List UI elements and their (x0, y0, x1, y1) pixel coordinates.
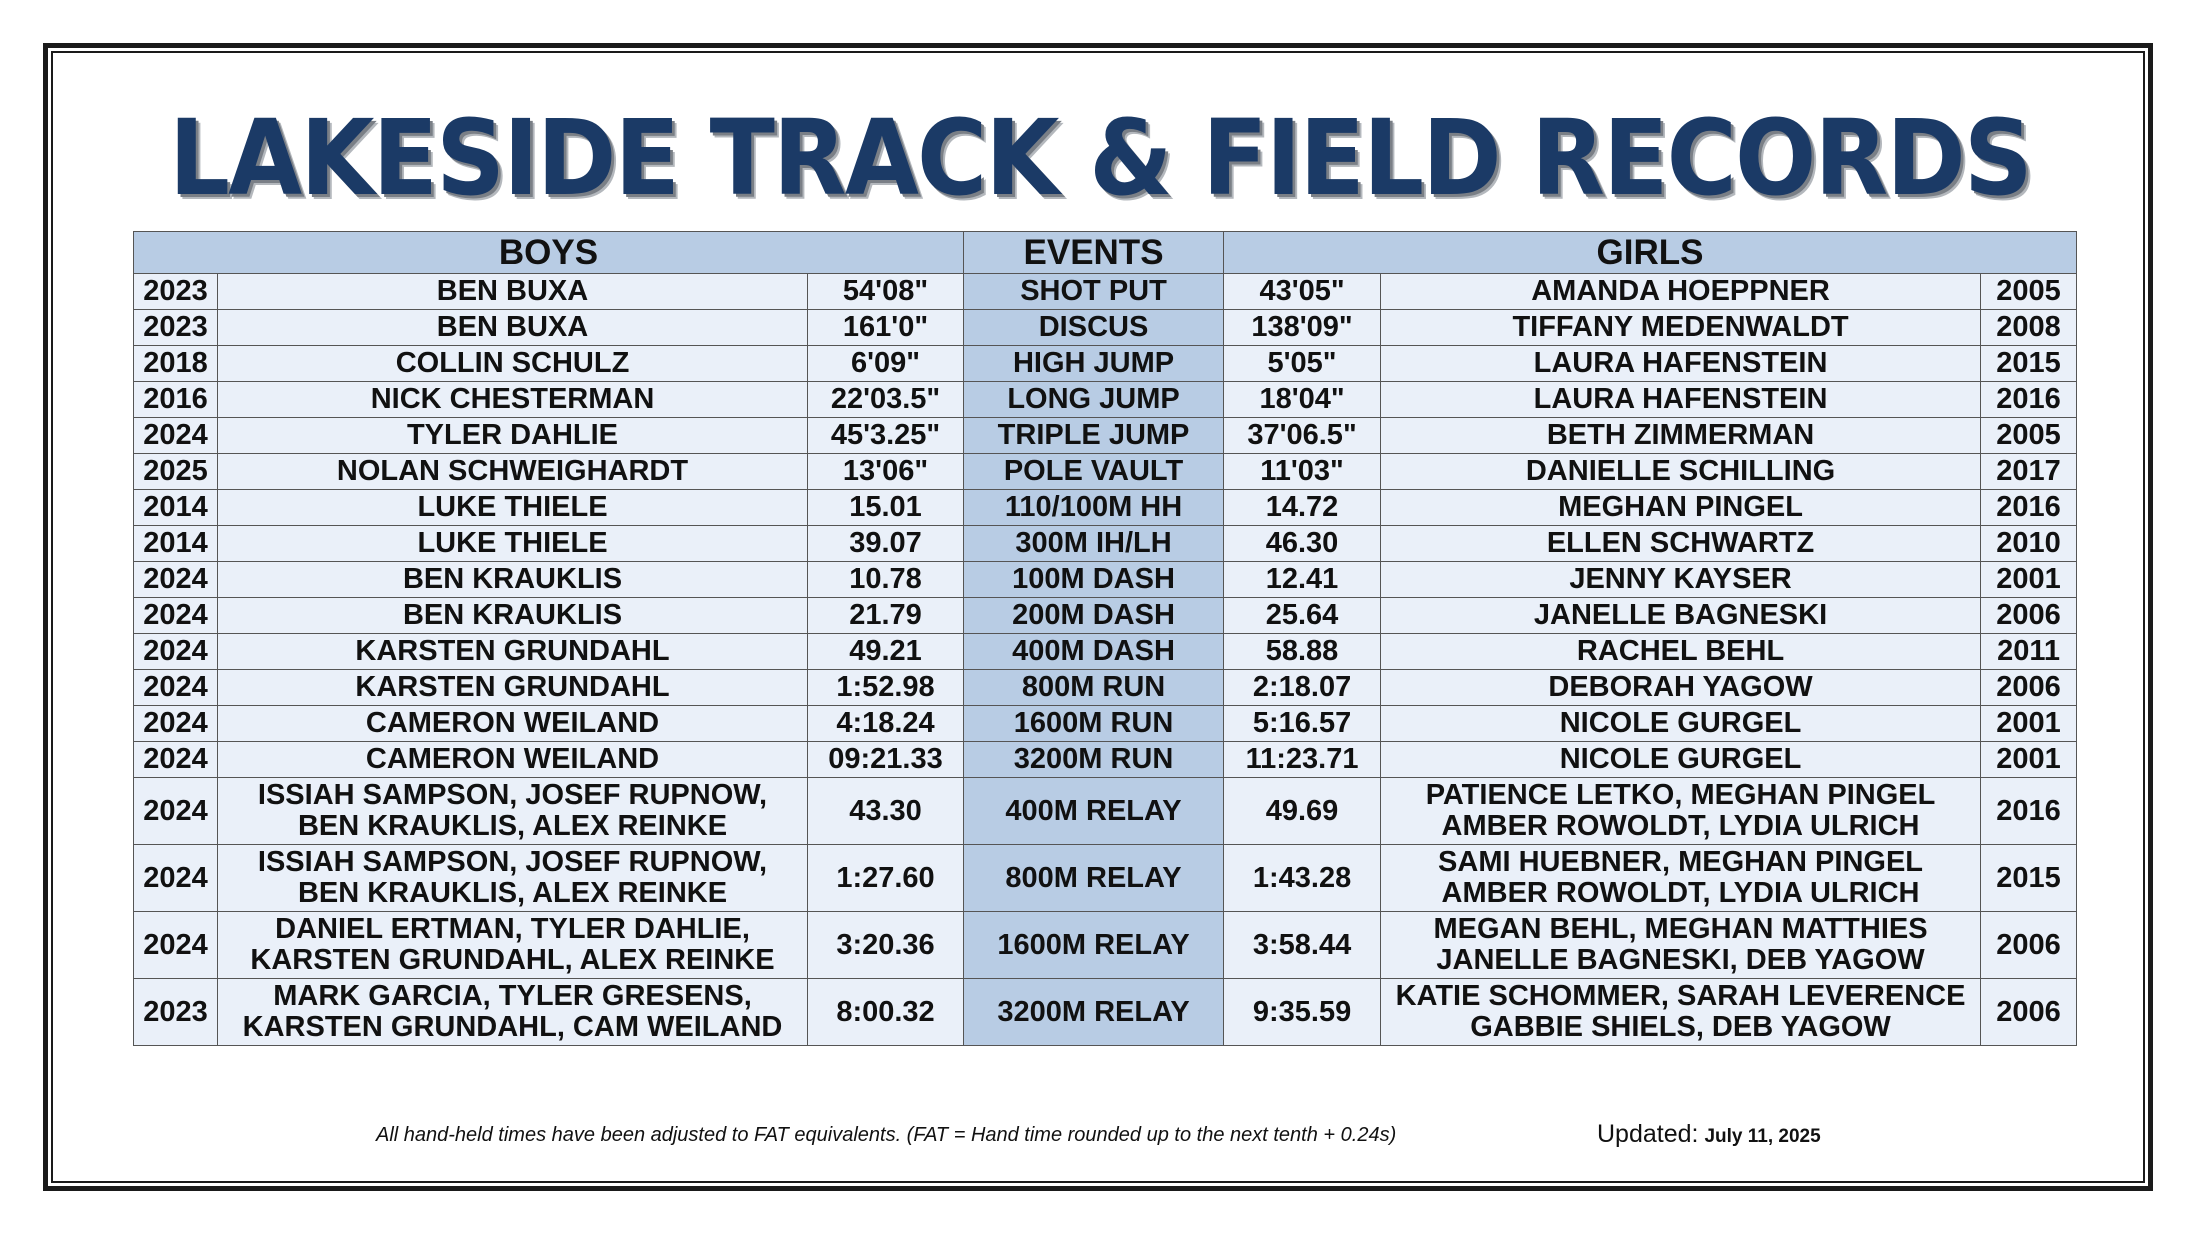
girls-mark: 43'05" (1224, 274, 1381, 310)
updated-date: July 11, 2025 (1704, 1126, 1821, 1147)
girls-year: 2010 (1981, 526, 2077, 562)
boys-year: 2024 (134, 912, 218, 979)
event-name: SHOT PUT (964, 274, 1224, 310)
boys-name: LUKE THIELE (218, 526, 808, 562)
girls-mark: 11'03" (1224, 454, 1381, 490)
girls-name: ELLEN SCHWARTZ (1381, 526, 1981, 562)
girls-name: LAURA HAFENSTEIN (1381, 346, 1981, 382)
event-name: 1600M RUN (964, 706, 1224, 742)
event-name: 300M IH/LH (964, 526, 1224, 562)
girls-name: JENNY KAYSER (1381, 562, 1981, 598)
team-line: MARK GARCIA, TYLER GRESENS, (273, 980, 752, 1012)
girls-name: NICOLE GURGEL (1381, 706, 1981, 742)
boys-year: 2024 (134, 634, 218, 670)
girls-mark: 9:35.59 (1224, 979, 1381, 1046)
girls-mark: 3:58.44 (1224, 912, 1381, 979)
record-row (134, 382, 2077, 418)
girls-year: 2011 (1981, 634, 2077, 670)
team-line: PATIENCE LETKO, MEGHAN PINGEL (1425, 779, 1936, 811)
boys-year: 2025 (134, 454, 218, 490)
boys-mark: 4:18.24 (808, 706, 964, 742)
boys-name: CAMERON WEILAND (218, 742, 808, 778)
team-line: KARSTEN GRUNDAHL, CAM WEILAND (242, 1011, 783, 1043)
team-line: AMBER ROWOLDT, LYDIA ULRICH (1441, 877, 1920, 909)
event-name: 3200M RUN (964, 742, 1224, 778)
boys-relay-team (218, 845, 808, 912)
fat-footnote: All hand-held times have been adjusted to FAT equivalents. (FAT = Hand time rounded up to the next tenth + 0.24s) (376, 1124, 1397, 1146)
boys-year: 2024 (134, 778, 218, 845)
boys-mark: 15.01 (808, 490, 964, 526)
girls-mark: 5'05" (1224, 346, 1381, 382)
page-title: LAKESIDE TRACK & FIELD RECORDS (169, 97, 2031, 219)
boys-mark: 39.07 (808, 526, 964, 562)
boys-mark: 161'0" (808, 310, 964, 346)
event-name: 1600M RELAY (964, 912, 1224, 979)
boys-mark: 13'06" (808, 454, 964, 490)
boys-name: BEN BUXA (218, 310, 808, 346)
girls-name: JANELLE BAGNESKI (1381, 598, 1981, 634)
girls-name: MEGHAN PINGEL (1381, 490, 1981, 526)
team-line: KARSTEN GRUNDAHL, ALEX REINKE (250, 944, 775, 976)
boys-year: 2024 (134, 418, 218, 454)
boys-mark: 09:21.33 (808, 742, 964, 778)
girls-year: 2001 (1981, 742, 2077, 778)
girls-name: NICOLE GURGEL (1381, 742, 1981, 778)
boys-year: 2023 (134, 979, 218, 1046)
girls-year: 2016 (1981, 490, 2077, 526)
boys-year: 2014 (134, 490, 218, 526)
boys-header: BOYS (134, 232, 964, 274)
girls-header: GIRLS (1224, 232, 2077, 274)
girls-year: 2016 (1981, 778, 2077, 845)
girls-year: 2006 (1981, 979, 2077, 1046)
team-line: ISSIAH SAMPSON, JOSEF RUPNOW, (257, 846, 768, 878)
girls-name: DANIELLE SCHILLING (1381, 454, 1981, 490)
girls-name: BETH ZIMMERMAN (1381, 418, 1981, 454)
relay-row (134, 845, 2077, 912)
girls-year: 2005 (1981, 274, 2077, 310)
girls-mark: 2:18.07 (1224, 670, 1381, 706)
boys-mark: 3:20.36 (808, 912, 964, 979)
girls-year: 2001 (1981, 562, 2077, 598)
girls-relay-team (1381, 979, 1981, 1046)
event-name: 100M DASH (964, 562, 1224, 598)
boys-year: 2024 (134, 742, 218, 778)
girls-year: 2015 (1981, 346, 2077, 382)
boys-year: 2024 (134, 706, 218, 742)
boys-relay-team (218, 979, 808, 1046)
team-line: SAMI HUEBNER, MEGHAN PINGEL (1438, 846, 1924, 878)
relay-row (134, 778, 2077, 845)
record-row (134, 346, 2077, 382)
boys-mark: 1:52.98 (808, 670, 964, 706)
event-name: POLE VAULT (964, 454, 1224, 490)
event-name: 800M RELAY (964, 845, 1224, 912)
girls-mark: 14.72 (1224, 490, 1381, 526)
boys-year: 2023 (134, 310, 218, 346)
event-name: 200M DASH (964, 598, 1224, 634)
record-row (134, 310, 2077, 346)
boys-name: KARSTEN GRUNDAHL (218, 634, 808, 670)
boys-mark: 8:00.32 (808, 979, 964, 1046)
team-line: BEN KRAUKLIS, ALEX REINKE (297, 810, 728, 842)
boys-mark: 45'3.25" (808, 418, 964, 454)
event-name: 800M RUN (964, 670, 1224, 706)
girls-year: 2006 (1981, 670, 2077, 706)
boys-name: LUKE THIELE (218, 490, 808, 526)
boys-year: 2024 (134, 562, 218, 598)
record-row (134, 418, 2077, 454)
boys-mark: 54'08" (808, 274, 964, 310)
team-line: GABBIE SHIELS, DEB YAGOW (1470, 1011, 1891, 1043)
girls-mark: 18'04" (1224, 382, 1381, 418)
team-line: AMBER ROWOLDT, LYDIA ULRICH (1441, 810, 1920, 842)
girls-year: 2005 (1981, 418, 2077, 454)
boys-name: NOLAN SCHWEIGHARDT (218, 454, 808, 490)
girls-mark: 37'06.5" (1224, 418, 1381, 454)
girls-name: LAURA HAFENSTEIN (1381, 382, 1981, 418)
record-row (134, 598, 2077, 634)
girls-name: RACHEL BEHL (1381, 634, 1981, 670)
boys-mark: 1:27.60 (808, 845, 964, 912)
team-line: ISSIAH SAMPSON, JOSEF RUPNOW, (257, 779, 768, 811)
records-table (133, 231, 2077, 1046)
record-row (134, 670, 2077, 706)
boys-mark: 49.21 (808, 634, 964, 670)
girls-year: 2017 (1981, 454, 2077, 490)
girls-year: 2006 (1981, 598, 2077, 634)
girls-mark: 138'09" (1224, 310, 1381, 346)
event-name: 110/100M HH (964, 490, 1224, 526)
girls-year: 2015 (1981, 845, 2077, 912)
team-line: KATIE SCHOMMER, SARAH LEVERENCE (1395, 980, 1966, 1012)
relay-row (134, 912, 2077, 979)
girls-year: 2001 (1981, 706, 2077, 742)
boys-name: NICK CHESTERMAN (218, 382, 808, 418)
girls-name: DEBORAH YAGOW (1381, 670, 1981, 706)
girls-year: 2008 (1981, 310, 2077, 346)
team-line: DANIEL ERTMAN, TYLER DAHLIE, (275, 913, 750, 945)
record-row (134, 706, 2077, 742)
team-line: MEGAN BEHL, MEGHAN MATTHIES (1433, 913, 1928, 945)
record-row (134, 742, 2077, 778)
event-name: LONG JUMP (964, 382, 1224, 418)
event-name: DISCUS (964, 310, 1224, 346)
boys-year: 2016 (134, 382, 218, 418)
event-name: HIGH JUMP (964, 346, 1224, 382)
girls-relay-team (1381, 912, 1981, 979)
boys-year: 2024 (134, 598, 218, 634)
girls-mark: 49.69 (1224, 778, 1381, 845)
event-name: 400M RELAY (964, 778, 1224, 845)
boys-name: BEN KRAUKLIS (218, 562, 808, 598)
event-name: 400M DASH (964, 634, 1224, 670)
girls-name: TIFFANY MEDENWALDT (1381, 310, 1981, 346)
boys-name: TYLER DAHLIE (218, 418, 808, 454)
header-row (134, 232, 2077, 274)
boys-mark: 21.79 (808, 598, 964, 634)
boys-year: 2024 (134, 670, 218, 706)
girls-mark: 11:23.71 (1224, 742, 1381, 778)
event-name: TRIPLE JUMP (964, 418, 1224, 454)
boys-relay-team (218, 778, 808, 845)
updated-label: Updated: (1597, 1120, 1699, 1148)
record-row (134, 562, 2077, 598)
girls-year: 2006 (1981, 912, 2077, 979)
boys-year: 2024 (134, 845, 218, 912)
record-row (134, 490, 2077, 526)
boys-name: COLLIN SCHULZ (218, 346, 808, 382)
girls-mark: 5:16.57 (1224, 706, 1381, 742)
girls-relay-team (1381, 845, 1981, 912)
boys-name: CAMERON WEILAND (218, 706, 808, 742)
event-name: 3200M RELAY (964, 979, 1224, 1046)
girls-mark: 1:43.28 (1224, 845, 1381, 912)
boys-name: KARSTEN GRUNDAHL (218, 670, 808, 706)
record-row (134, 454, 2077, 490)
boys-mark: 22'03.5" (808, 382, 964, 418)
girls-relay-team (1381, 778, 1981, 845)
boys-mark: 6'09" (808, 346, 964, 382)
boys-year: 2014 (134, 526, 218, 562)
record-row (134, 526, 2077, 562)
boys-mark: 43.30 (808, 778, 964, 845)
girls-year: 2016 (1981, 382, 2077, 418)
girls-mark: 46.30 (1224, 526, 1381, 562)
record-row (134, 274, 2077, 310)
boys-mark: 10.78 (808, 562, 964, 598)
girls-mark: 12.41 (1224, 562, 1381, 598)
boys-name: BEN BUXA (218, 274, 808, 310)
girls-mark: 25.64 (1224, 598, 1381, 634)
team-line: JANELLE BAGNESKI, DEB YAGOW (1436, 944, 1925, 976)
team-line: BEN KRAUKLIS, ALEX REINKE (297, 877, 728, 909)
record-row (134, 634, 2077, 670)
events-header: EVENTS (964, 232, 1224, 274)
girls-mark: 58.88 (1224, 634, 1381, 670)
girls-name: AMANDA HOEPPNER (1381, 274, 1981, 310)
relay-row (134, 979, 2077, 1046)
boys-year: 2023 (134, 274, 218, 310)
boys-name: BEN KRAUKLIS (218, 598, 808, 634)
boys-relay-team (218, 912, 808, 979)
boys-year: 2018 (134, 346, 218, 382)
updated-stamp (1597, 1120, 1821, 1149)
